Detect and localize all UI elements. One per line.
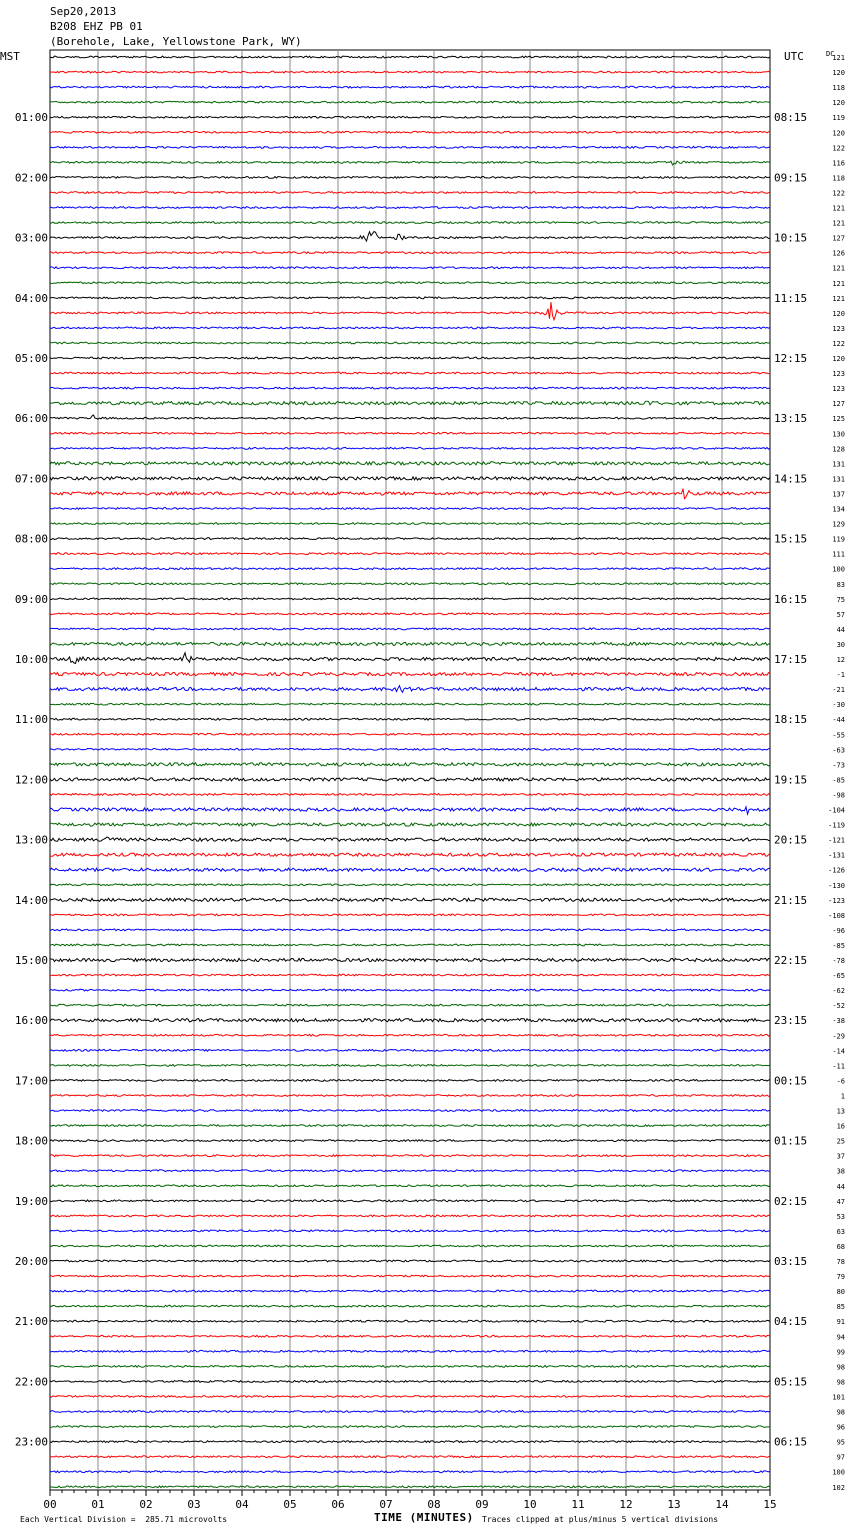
- trace-line: [50, 1350, 770, 1352]
- trace-line: [50, 1486, 770, 1488]
- utc-hour-label: 12:15: [774, 352, 808, 365]
- dc-offset-label: 63: [836, 1227, 845, 1236]
- trace-line: [50, 1320, 770, 1322]
- trace-line: [50, 598, 770, 600]
- utc-hour-label: 10:15: [774, 231, 808, 245]
- dc-offset-label: 128: [832, 445, 845, 454]
- dc-offset-label: -130: [828, 881, 845, 890]
- trace-line: [50, 1155, 770, 1157]
- dc-offset-label: -104: [828, 806, 845, 815]
- mst-hour-label: 06:00: [14, 412, 48, 426]
- dc-offset-label: 101: [832, 1393, 845, 1402]
- dc-offset-label: -11: [832, 1062, 845, 1071]
- x-tick-label: 13: [667, 1498, 681, 1511]
- dc-offset-label: 68: [836, 1242, 845, 1251]
- trace-line: [50, 1185, 770, 1187]
- trace-line: [50, 447, 770, 449]
- dc-offset-label: 98: [836, 1363, 845, 1372]
- x-tick-label: 01: [91, 1498, 105, 1511]
- trace-line: [50, 823, 770, 826]
- dc-offset-label: 99: [836, 1348, 845, 1357]
- dc-offset-label: 47: [836, 1197, 845, 1206]
- trace-line: [50, 1441, 770, 1443]
- plot-frame: [50, 50, 770, 1490]
- trace-line: [50, 161, 770, 165]
- trace-line: [50, 642, 770, 645]
- dc-offset-label: 131: [832, 475, 845, 484]
- dc-offset-label: 134: [832, 505, 845, 514]
- dc-offset-label: 16: [836, 1122, 845, 1131]
- trace-line: [50, 1290, 770, 1292]
- trace-line: [50, 553, 770, 555]
- trace-line: [50, 898, 770, 901]
- date-label: Sep20,2013: [50, 5, 117, 18]
- x-tick-label: 07: [379, 1498, 393, 1511]
- utc-hour-label: 11:15: [774, 291, 808, 305]
- dc-offset-label: 129: [832, 520, 845, 529]
- mst-hour-label: 11:00: [14, 713, 48, 727]
- utc-hour-label: 04:15: [774, 1315, 808, 1329]
- trace-line: [50, 357, 770, 359]
- trace-line: [50, 613, 770, 615]
- trace-line: [50, 974, 770, 976]
- dc-offset-label: 78: [836, 1258, 845, 1266]
- x-tick-label: 15: [763, 1498, 777, 1511]
- x-tick-label: 00: [43, 1498, 57, 1511]
- trace-line: [50, 538, 770, 540]
- trace-line: [50, 177, 770, 179]
- dc-offset-label: 120: [832, 99, 845, 108]
- trace-line: [50, 1004, 770, 1006]
- trace-line: [50, 944, 770, 946]
- dc-offset-label: -119: [828, 821, 845, 830]
- utc-hour-label: 09:15: [774, 171, 808, 185]
- dc-label: DC: [826, 50, 835, 58]
- dc-offset-label: 120: [832, 129, 845, 138]
- trace-line: [50, 101, 770, 103]
- trace-line: [50, 929, 770, 931]
- trace-line: [50, 207, 770, 209]
- scale-note: Each Vertical Division = 285.71 microvolts: [20, 1515, 228, 1524]
- utc-hour-label: 02:15: [774, 1194, 808, 1208]
- dc-offset-label: 44: [836, 1182, 845, 1191]
- dc-offset-label: 75: [836, 595, 845, 604]
- mst-hour-label: 13:00: [14, 833, 48, 847]
- trace-line: [50, 884, 770, 886]
- mst-hour-label: 23:00: [14, 1435, 48, 1449]
- utc-hour-label: 16:15: [774, 592, 808, 606]
- dc-offset-label: 127: [832, 234, 845, 243]
- trace-line: [50, 1140, 770, 1142]
- dc-offset-label: -123: [828, 896, 845, 905]
- trace-line: [50, 222, 770, 224]
- trace-line: [50, 778, 770, 781]
- trace-line: [50, 914, 770, 916]
- dc-offset-label: 120: [832, 309, 845, 318]
- x-tick-label: 06: [331, 1498, 345, 1511]
- dc-offset-label: 57: [836, 610, 845, 619]
- mst-hour-label: 22:00: [14, 1375, 48, 1389]
- trace-line: [50, 748, 770, 750]
- dc-offset-label: 111: [832, 550, 845, 559]
- trace-line: [50, 686, 770, 693]
- dc-offset-label: -121: [828, 836, 845, 845]
- dc-offset-label: -52: [832, 1002, 845, 1011]
- dc-offset-label: 12: [836, 656, 845, 664]
- trace-line: [50, 146, 770, 148]
- dc-offset-label: -131: [828, 851, 845, 860]
- dc-offset-label: 120: [832, 355, 845, 363]
- trace-line: [50, 267, 770, 269]
- clip-note: Traces clipped at plus/minus 5 vertical divisions: [482, 1515, 719, 1524]
- trace-line: [50, 1245, 770, 1247]
- trace-line: [50, 1260, 770, 1262]
- dc-offset-label: 131: [832, 460, 845, 469]
- mst-hour-label: 05:00: [14, 352, 48, 365]
- mst-hour-label: 10:00: [14, 653, 48, 666]
- trace-line: [50, 86, 770, 88]
- dc-offset-label: 122: [832, 189, 845, 198]
- trace-line: [50, 568, 770, 570]
- trace-line: [50, 703, 770, 705]
- dc-offset-label: 102: [832, 1483, 845, 1492]
- dc-offset-label: 123: [832, 324, 845, 333]
- trace-line: [50, 1065, 770, 1067]
- trace-line: [50, 1396, 770, 1398]
- trace-line: [50, 837, 770, 841]
- dc-offset-label: -96: [832, 926, 845, 935]
- dc-offset-label: -108: [828, 911, 845, 920]
- trace-line: [50, 327, 770, 329]
- mst-hour-label: 04:00: [14, 291, 48, 305]
- trace-line: [50, 1200, 770, 1202]
- dc-offset-label: 80: [836, 1288, 845, 1297]
- dc-offset-label: -1: [836, 671, 845, 680]
- utc-hour-label: 06:15: [774, 1435, 808, 1449]
- trace-line: [50, 372, 770, 374]
- dc-offset-label: -126: [828, 866, 845, 875]
- trace-line: [50, 1080, 770, 1082]
- trace-line: [50, 192, 770, 194]
- x-tick-label: 10: [523, 1498, 537, 1511]
- dc-offset-label: -98: [832, 791, 845, 800]
- dc-offset-label: 121: [832, 294, 845, 303]
- dc-offset-label: 83: [836, 580, 845, 589]
- dc-offset-label: -85: [832, 941, 845, 950]
- dc-offset-label: 119: [832, 114, 845, 123]
- utc-hour-label: 20:15: [774, 833, 808, 847]
- dc-offset-label: 53: [836, 1212, 845, 1221]
- dc-offset-label: 98: [836, 1378, 845, 1387]
- dc-offset-label: 121: [832, 264, 845, 273]
- utc-hour-label: 13:15: [774, 412, 808, 426]
- dc-offset-label: -29: [832, 1032, 845, 1041]
- dc-offset-label: 126: [832, 249, 845, 258]
- x-tick-label: 11: [571, 1498, 585, 1511]
- dc-offset-label: 98: [836, 1408, 845, 1417]
- x-tick-label: 09: [475, 1498, 489, 1511]
- trace-line: [50, 489, 770, 499]
- trace-line: [50, 56, 770, 58]
- trace-line: [50, 477, 770, 480]
- mst-hour-label: 17:00: [14, 1074, 48, 1088]
- dc-offset-label: 100: [832, 565, 845, 574]
- dc-offset-label: 95: [836, 1438, 845, 1447]
- trace-line: [50, 297, 770, 299]
- x-tick-label: 04: [235, 1498, 249, 1511]
- mst-hour-label: 20:00: [14, 1255, 48, 1268]
- trace-line: [50, 462, 770, 465]
- trace-line: [50, 387, 770, 389]
- mst-hour-label: 16:00: [14, 1014, 48, 1028]
- trace-line: [50, 673, 770, 676]
- trace-line: [50, 1230, 770, 1232]
- x-tick-label: 02: [139, 1498, 153, 1511]
- trace-line: [50, 116, 770, 118]
- trace-line: [50, 1034, 770, 1036]
- dc-offset-label: 125: [832, 415, 845, 424]
- dc-offset-label: -85: [832, 776, 845, 785]
- trace-line: [50, 1110, 770, 1112]
- dc-offset-label: 122: [832, 144, 845, 153]
- trace-line: [50, 342, 770, 344]
- dc-offset-label: -78: [832, 957, 845, 965]
- utc-hour-label: 08:15: [774, 111, 808, 125]
- dc-offset-label: 116: [832, 159, 845, 168]
- x-tick-label: 12: [619, 1498, 633, 1511]
- trace-line: [50, 718, 770, 720]
- mst-hour-label: 15:00: [14, 954, 48, 967]
- mst-hour-label: 21:00: [14, 1315, 48, 1329]
- trace-line: [50, 232, 770, 242]
- trace-line: [50, 807, 770, 814]
- mst-hour-label: 03:00: [14, 231, 48, 245]
- dc-offset-label: -30: [832, 701, 845, 710]
- dc-offset-label: 30: [836, 640, 845, 649]
- dc-offset-label: -65: [832, 972, 845, 981]
- trace-line: [50, 1095, 770, 1097]
- trace-line: [50, 868, 770, 871]
- dc-offset-label: -21: [832, 686, 845, 695]
- trace-line: [50, 1381, 770, 1383]
- utc-hour-label: 18:15: [774, 713, 808, 727]
- mst-hour-label: 18:00: [14, 1134, 48, 1148]
- mst-hour-label: 08:00: [14, 532, 48, 546]
- utc-hour-label: 15:15: [774, 532, 808, 546]
- trace-line: [50, 853, 770, 856]
- utc-hour-label: 19:15: [774, 773, 808, 787]
- trace-line: [50, 989, 770, 991]
- trace-line: [50, 302, 770, 320]
- x-tick-label: 03: [187, 1498, 201, 1511]
- x-tick-label: 05: [283, 1498, 297, 1511]
- utc-hour-label: 22:15: [774, 954, 808, 967]
- mst-hour-label: 01:00: [14, 111, 48, 125]
- trace-line: [50, 1471, 770, 1473]
- dc-offset-label: -14: [832, 1047, 845, 1056]
- mst-zone-label: MST: [0, 50, 20, 63]
- location-label: (Borehole, Lake, Yellowstone Park, WY): [50, 35, 302, 48]
- trace-line: [50, 763, 770, 766]
- trace-line: [50, 131, 770, 133]
- trace-line: [50, 1019, 770, 1022]
- dc-offset-label: 121: [832, 219, 845, 228]
- dc-offset-label: 13: [836, 1107, 845, 1116]
- trace-line: [50, 432, 770, 434]
- dc-offset-label: 121: [832, 204, 845, 213]
- trace-line: [50, 653, 770, 664]
- dc-offset-label: 44: [836, 625, 845, 634]
- dc-offset-label: 119: [832, 535, 845, 544]
- dc-offset-label: 123: [832, 370, 845, 379]
- trace-line: [50, 958, 770, 961]
- station-label: B208 EHZ PB 01: [50, 20, 143, 33]
- trace-line: [50, 1125, 770, 1127]
- dc-offset-label: -63: [832, 746, 845, 755]
- dc-offset-label: 121: [832, 54, 845, 62]
- utc-hour-label: 00:15: [774, 1074, 808, 1088]
- trace-line: [50, 71, 770, 73]
- utc-hour-label: 17:15: [774, 653, 808, 666]
- dc-offset-label: 94: [836, 1333, 845, 1342]
- trace-line: [50, 1411, 770, 1413]
- mst-hour-label: 19:00: [14, 1194, 48, 1208]
- trace-line: [50, 1215, 770, 1217]
- dc-offset-label: 121: [832, 279, 845, 288]
- dc-offset-label: -44: [832, 716, 845, 725]
- trace-line: [50, 794, 770, 796]
- trace-line: [50, 282, 770, 284]
- trace-line: [50, 583, 770, 585]
- dc-offset-label: 122: [832, 339, 845, 348]
- trace-line: [50, 733, 770, 735]
- utc-hour-label: 23:15: [774, 1014, 808, 1028]
- dc-offset-label: 130: [832, 430, 845, 439]
- dc-offset-label: -73: [832, 761, 845, 770]
- trace-line: [50, 1456, 770, 1458]
- trace-line: [50, 401, 770, 405]
- trace-line: [50, 523, 770, 525]
- utc-hour-label: 03:15: [774, 1255, 808, 1268]
- mst-hour-label: 09:00: [14, 592, 48, 606]
- trace-line: [50, 1275, 770, 1277]
- trace-line: [50, 1049, 770, 1051]
- mst-hour-label: 14:00: [14, 893, 48, 907]
- utc-hour-label: 01:15: [774, 1134, 808, 1148]
- mst-hour-label: 07:00: [14, 472, 48, 486]
- dc-offset-label: 85: [836, 1303, 845, 1312]
- utc-zone-label: UTC: [784, 50, 804, 63]
- dc-offset-label: 100: [832, 1468, 845, 1477]
- utc-hour-label: 21:15: [774, 893, 808, 907]
- trace-line: [50, 1426, 770, 1428]
- dc-offset-label: -55: [832, 731, 845, 740]
- utc-hour-label: 14:15: [774, 472, 808, 486]
- dc-offset-label: 25: [836, 1137, 845, 1146]
- dc-offset-label: 1: [840, 1092, 845, 1101]
- x-tick-label: 08: [427, 1498, 441, 1511]
- dc-offset-label: 123: [832, 385, 845, 394]
- dc-offset-label: -6: [836, 1077, 845, 1086]
- x-axis-title: TIME (MINUTES): [374, 1511, 474, 1524]
- dc-offset-label: 118: [832, 174, 845, 183]
- dc-offset-label: 96: [836, 1423, 845, 1432]
- dc-offset-label: 120: [832, 69, 845, 78]
- trace-line: [50, 1366, 770, 1368]
- dc-offset-label: 97: [836, 1453, 845, 1462]
- dc-offset-label: 127: [832, 400, 845, 409]
- dc-offset-label: -62: [832, 987, 845, 996]
- dc-offset-label: -38: [832, 1017, 845, 1026]
- trace-line: [50, 1335, 770, 1337]
- trace-line: [50, 1170, 770, 1172]
- dc-offset-label: 37: [836, 1152, 845, 1161]
- dc-offset-label: 38: [836, 1167, 845, 1176]
- dc-offset-label: 79: [836, 1273, 845, 1282]
- trace-line: [50, 508, 770, 510]
- trace-line: [50, 415, 770, 419]
- x-tick-label: 14: [715, 1498, 729, 1511]
- utc-hour-label: 05:15: [774, 1375, 808, 1389]
- mst-hour-label: 02:00: [14, 171, 48, 185]
- trace-line: [50, 628, 770, 630]
- trace-line: [50, 1305, 770, 1307]
- dc-offset-label: 118: [832, 84, 845, 93]
- mst-hour-label: 12:00: [14, 773, 48, 787]
- dc-offset-label: 91: [836, 1318, 845, 1327]
- dc-offset-label: 137: [832, 490, 845, 499]
- trace-line: [50, 252, 770, 254]
